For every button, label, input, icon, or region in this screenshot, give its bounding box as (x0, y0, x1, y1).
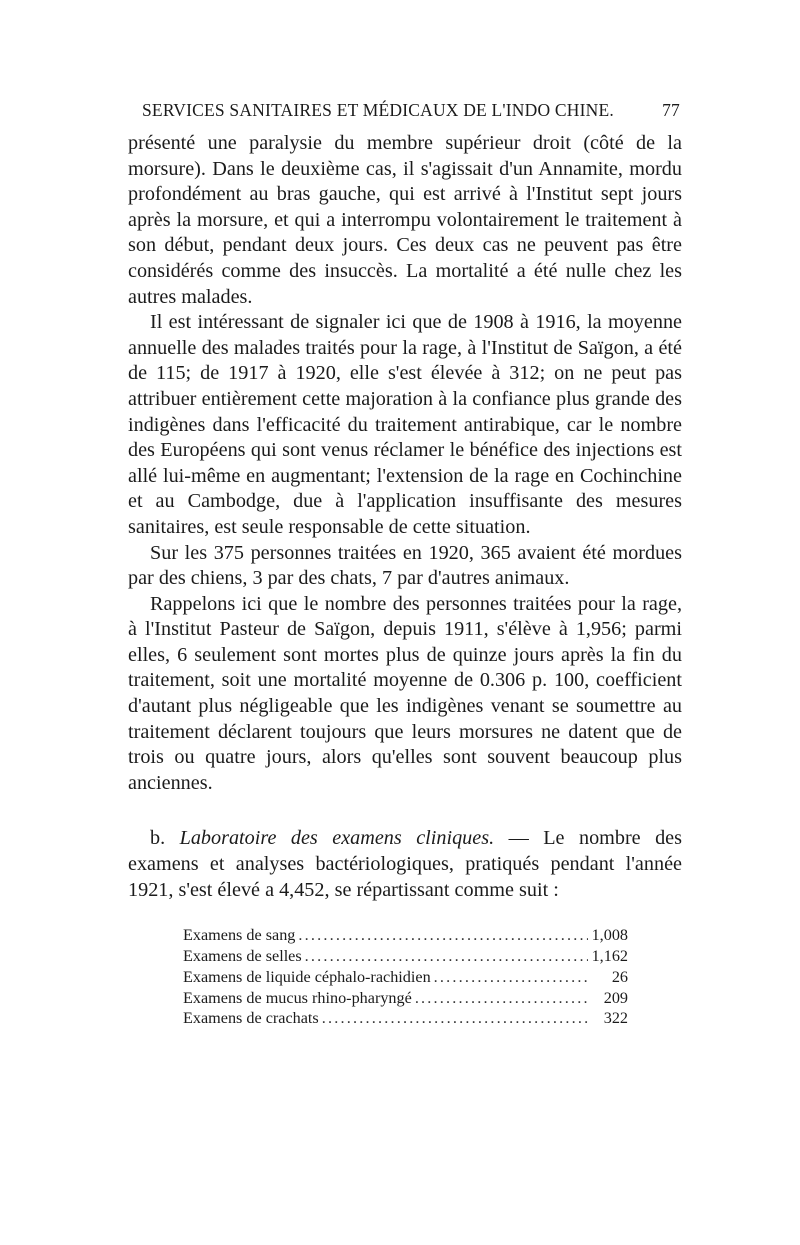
exam-label: Examens de crachats (183, 1009, 319, 1028)
section-b-letter: b. (150, 827, 166, 850)
exam-label: Examens de liquide céphalo-rachidien (183, 967, 431, 986)
exam-label: Examens de selles (183, 947, 302, 966)
running-title: SERVICES SANITAIRES ET MÉDICAUX DE L'INDO CHINE. (142, 100, 614, 120)
dot-leader (431, 967, 588, 988)
exam-value: 209 (603, 988, 628, 1007)
section-b-heading: Laboratoire des examens cliniques. (179, 827, 495, 850)
section-b-paragraph (128, 826, 682, 903)
page-number: 77 (662, 100, 680, 120)
exam-label: Examens de mucus rhino-pharyngé (183, 988, 412, 1007)
paragraph-rabies-average: Il est intéressant de signaler ici que de 1908 à 1916, la moyenne annuelle des malades traités pour la rage, à l'Institut de Saïgon, a été de 115; de 1917 à 1920, elle s'est élevée à 312; on ne peut pas attribuer entièrement cette majoration à la confiance plus grande des indigènes dans l'efficacité du traitement antirabique, car le nombre des Européens qui sont venus réclamer le bénéfice des injections est allé lui-même en augmentant; l'extension de la rage en Cochinchine et au Cambodge, due à l'application insuffisante des mesures sanitaires, est seule responsable de cette situation. (128, 311, 682, 538)
exam-label: Examens de sang (183, 926, 296, 945)
exam-value: 26 (611, 967, 628, 986)
dot-leader (302, 946, 588, 967)
table-row (183, 925, 628, 946)
exam-value: 1,008 (591, 926, 628, 945)
running-header (128, 100, 682, 121)
section-b-text: — Le nombre des examens et analyses bactériologiques, pratiqués pendant l'année 1921, s'est élevé a 4,452, se répartissant comme suit : (128, 827, 683, 901)
exam-value: 1,162 (591, 947, 628, 966)
dot-leader (319, 1008, 588, 1029)
paragraph-animal-bites: Sur les 375 personnes traitées en 1920, 365 avaient été mordues par des chiens, 3 par des chats, 7 par d'autres animaux. (128, 541, 682, 590)
section-spacer (128, 796, 682, 826)
exam-table (183, 925, 628, 1029)
table-row (183, 946, 628, 967)
document-page (128, 96, 682, 1029)
dot-leader (295, 925, 588, 946)
table-row (183, 967, 628, 988)
table-row (183, 1008, 628, 1029)
paragraph-pasteur-mortality: Rappelons ici que le nombre des personnes traitées pour la rage, à l'Institut Pasteur de Saïgon, depuis 1911, s'élève à 1,956; parmi elles, 6 seulement sont mortes plus de quinze jours après la fin du traitement, soit une mortalité moyenne de 0.306 p. 100, coefficient d'autant plus négligeable que les indigènes venant se soumettre au traitement déclarent toujours que leurs morsures ne datent que de trois ou quatre jours, alors qu'elles sont souvent beaucoup plus anciennes. (128, 592, 682, 794)
exam-value: 322 (603, 1009, 628, 1028)
paragraph-continuation: présenté une paralysie du membre supérieur droit (côté de la morsure). Dans le deuxième cas, il s'agissait d'un Annamite, mordu profondément au bras gauche, qui est arrivé à l'Institut sept jours après la morsure, et qui a interrompu volontairement le traitement à son début, pendant deux jours. Ces deux cas ne peuvent pas être considérés comme des insuccès. La mortalité a été nulle chez les autres malades. (128, 132, 682, 308)
table-row (183, 988, 628, 1009)
dot-leader (412, 988, 588, 1009)
